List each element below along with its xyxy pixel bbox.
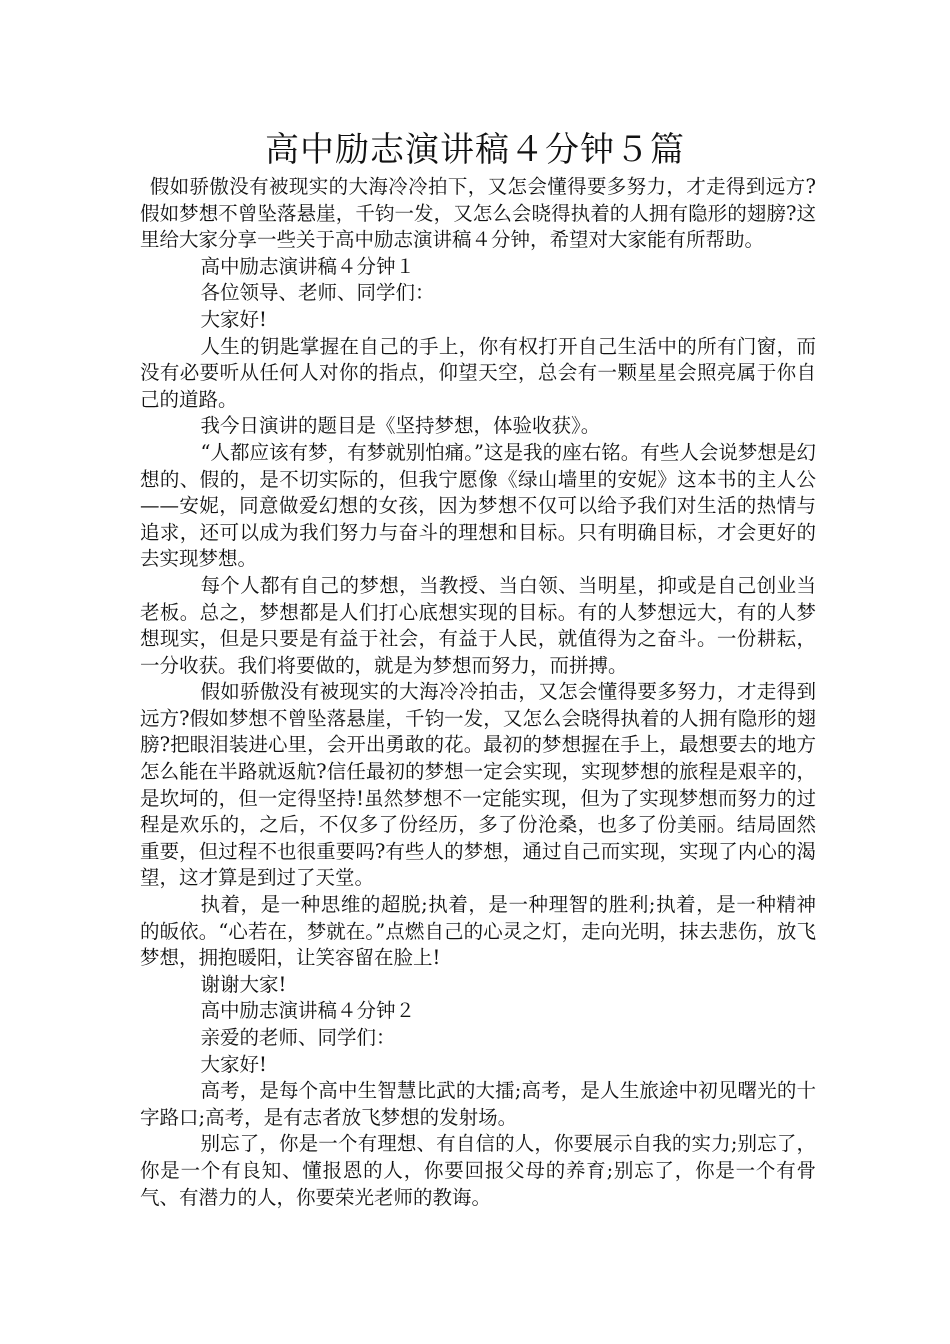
paragraph: 各位领导、老师、同学们： [200,281,435,305]
document-title: 高中励志演讲稿４分钟５篇 [265,130,685,170]
paragraph: “人都应该有梦，有梦就别怕痛。”这是我的座右铭。有些人会说梦想是幻想的、假的，是不切实际的，但我宁愿像《绿山墙里的安妮》这本书的主人公——安妮，同意做爱幻想的女孩，因为梦想不仅可以给予我们对生活的热情与追求，还可以成为我们努力与奋斗的理想和目标。只有明确目标，才会更好的去实现梦想。 [140,440,816,571]
paragraph: 亲爱的老师、同学们： [200,1026,396,1049]
paragraph: 人生的钥匙掌握在自己的手上，你有权打开自己生活中的所有门窗，而没有必要听从任何人对你的指点，仰望天空，总会有一颗星星会照亮属于你自己的道路。 [140,334,816,411]
paragraph: 高中励志演讲稿４分钟１ [200,254,415,278]
paragraph: 假如骄傲没有被现实的大海冷冷拍击，又怎会懂得要多努力，才走得到远方?假如梦想不曾坠落悬崖，千钧一发，又怎么会晓得执着的人拥有隐形的翅膀?把眼泪装进心里，会开出勇敢的花。最初的梦想握在手上，最想要去的地方怎么能在半路就返航?信任最初的梦想一定会实现，实现梦想的旅程是艰辛的，是坎坷的，但一定得坚持!虽然梦想不一定能实现，但为了实现梦想而努力的过程是欢乐的，之后，不仅多了份经历，多了份沧桑，也多了份美丽。结局固然重要，但过程不也很重要吗?有些人的梦想，通过自己而实现，实现了内心的渴望，这才算是到过了天堂。 [140,680,816,890]
paragraph: 大家好! [200,1052,267,1076]
paragraph: 别忘了，你是一个有理想、有自信的人，你要展示自我的实力;别忘了，你是一个有良知、懂报恩的人，你要回报父母的养育;别忘了，你是一个有骨气、有潜力的人，你要荣光老师的教诲。 [140,1132,816,1209]
paragraph: 大家好! [200,307,267,331]
paragraph: 每个人都有自己的梦想，当教授、当白领、当明星，抑或是自己创业当老板。总之，梦想都是人们打心底想实现的目标。有的人梦想远大，有的人梦想现实，但是只要是有益于社会，有益于人民，就值得为之奋斗。一份耕耘，一分收获。我们将要做的，就是为梦想而努力，而拼搏。 [140,573,816,677]
paragraph: 谢谢大家! [200,972,287,996]
paragraph: 我今日演讲的题目是《坚持梦想，体验收获》。 [200,414,601,438]
paragraph: 高考，是每个高中生智慧比武的大擂;高考，是人生旅途中初见曙光的十字路口;高考，是有志者放飞梦想的发射场。 [140,1079,816,1129]
paragraph: 假如骄傲没有被现实的大海冷冷拍下，又怎会懂得要多努力，才走得到远方?假如梦想不曾坠落悬崖，千钧一发，又怎么会晓得执着的人拥有隐形的翅膀?这里给大家分享一些关于高中励志演讲稿４分钟，希望对大家能有所帮助。 [140,175,816,252]
document-body [140,174,816,1211]
paragraph: 高中励志演讲稿４分钟２ [200,999,415,1023]
paragraph: 执着，是一种思维的超脱;执着，是一种理智的胜利;执着，是一种精神的皈依。“心若在，梦就在。”点燃自己的心灵之灯，走向光明，抹去悲伤，放飞梦想，拥抱暖阳，让笑容留在脸上! [140,893,816,970]
